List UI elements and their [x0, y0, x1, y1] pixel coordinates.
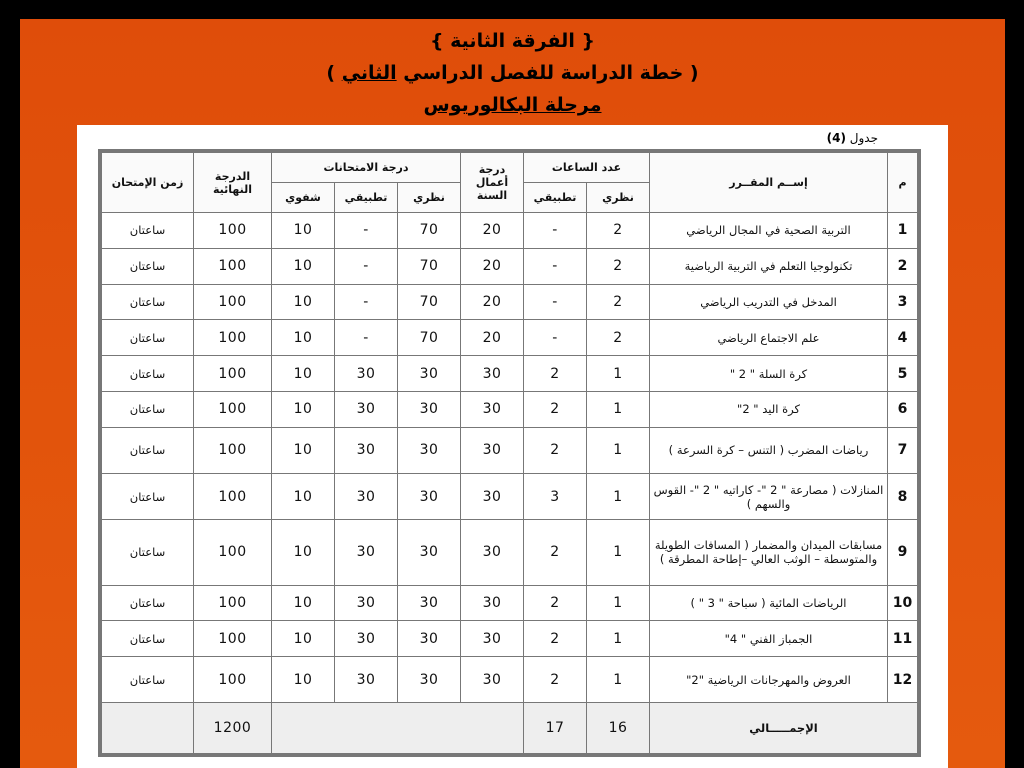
header-course-name: إســم المقــرر — [650, 153, 888, 213]
hours-practical: 3 — [524, 473, 587, 519]
exam-practical: 30 — [335, 621, 398, 657]
exam-oral: 10 — [272, 621, 335, 657]
hours-practical: 2 — [524, 657, 587, 703]
course-name: الرياضات المائية ( سباحة " 3 " ) — [650, 585, 888, 621]
caption-label: جدول — [849, 131, 878, 145]
row-index: 12 — [888, 657, 918, 703]
caption-number: (4) — [826, 131, 846, 145]
exam-time: ساعتان — [102, 320, 194, 356]
total-hours-theory: 16 — [587, 703, 650, 754]
exam-time: ساعتان — [102, 213, 194, 249]
table-row — [102, 621, 918, 657]
exam-theory: 30 — [398, 585, 461, 621]
table-row — [102, 356, 918, 392]
course-name: رياضات المضرب ( التنس – كرة السرعة ) — [650, 427, 888, 473]
coursework-grade: 20 — [461, 284, 524, 320]
table-row — [102, 657, 918, 703]
hours-theory: 1 — [587, 391, 650, 427]
course-name: تكنولوجيا التعلم في التربية الرياضية — [650, 248, 888, 284]
exam-theory: 70 — [398, 248, 461, 284]
final-grade: 100 — [194, 427, 272, 473]
exam-time: ساعتان — [102, 284, 194, 320]
coursework-grade: 30 — [461, 520, 524, 585]
exam-oral: 10 — [272, 520, 335, 585]
final-grade: 100 — [194, 356, 272, 392]
final-grade: 100 — [194, 621, 272, 657]
course-name: كرة السلة " 2 " — [650, 356, 888, 392]
row-index: 4 — [888, 320, 918, 356]
hours-theory: 1 — [587, 356, 650, 392]
exam-time: ساعتان — [102, 657, 194, 703]
final-grade: 100 — [194, 284, 272, 320]
course-name: الجمباز الفني " 4" — [650, 621, 888, 657]
row-index: 5 — [888, 356, 918, 392]
header-exam-oral: شفوي — [272, 183, 335, 213]
coursework-grade: 30 — [461, 621, 524, 657]
row-index: 11 — [888, 621, 918, 657]
title-line-2 — [20, 57, 1005, 89]
row-index: 9 — [888, 520, 918, 585]
hours-theory: 2 — [587, 320, 650, 356]
table-row — [102, 213, 918, 249]
exam-practical: 30 — [335, 473, 398, 519]
course-name: التربية الصحية في المجال الرياضي — [650, 213, 888, 249]
title-line-3: مرحلة البكالوريوس — [423, 94, 602, 116]
exam-practical: - — [335, 248, 398, 284]
exam-oral: 10 — [272, 657, 335, 703]
exam-time: ساعتان — [102, 473, 194, 519]
top-black-bar — [0, 0, 1024, 19]
final-grade: 100 — [194, 320, 272, 356]
exam-time: ساعتان — [102, 621, 194, 657]
final-grade: 100 — [194, 520, 272, 585]
title-line-2-prefix: ( خطة الدراسة للفصل الدراسي — [396, 62, 699, 84]
header-exam-practical: تطبيقي — [335, 183, 398, 213]
row-index: 10 — [888, 585, 918, 621]
title-line-2-underlined: الثاني — [341, 62, 397, 84]
table-row — [102, 248, 918, 284]
table-row — [102, 320, 918, 356]
exam-theory: 70 — [398, 320, 461, 356]
table-row — [102, 391, 918, 427]
course-name: العروض والمهرجانات الرياضية "2" — [650, 657, 888, 703]
header-exam-time: زمن الإمتحان — [102, 153, 194, 213]
exam-time: ساعتان — [102, 356, 194, 392]
exam-oral: 10 — [272, 356, 335, 392]
coursework-grade: 30 — [461, 473, 524, 519]
coursework-grade: 30 — [461, 657, 524, 703]
coursework-grade: 30 — [461, 427, 524, 473]
hours-practical: 2 — [524, 427, 587, 473]
final-grade: 100 — [194, 248, 272, 284]
header-hours-theory: نظري — [587, 183, 650, 213]
hours-practical: - — [524, 320, 587, 356]
study-plan-table — [101, 152, 918, 754]
course-name: المدخل في التدريب الرياضي — [650, 284, 888, 320]
title-line-2-suffix: ) — [326, 62, 342, 84]
table-row — [102, 284, 918, 320]
exam-theory: 70 — [398, 284, 461, 320]
exam-theory: 30 — [398, 356, 461, 392]
study-plan-table-wrapper — [98, 149, 921, 757]
exam-oral: 10 — [272, 213, 335, 249]
course-name: المنازلات ( مصارعة " 2 "- كاراتيه " 2 "- القوس والسهم ) — [650, 473, 888, 519]
hours-theory: 1 — [587, 621, 650, 657]
header-row-1 — [102, 153, 918, 183]
hours-theory: 1 — [587, 427, 650, 473]
exam-practical: 30 — [335, 585, 398, 621]
hours-practical: 2 — [524, 621, 587, 657]
table-body — [102, 213, 918, 754]
coursework-grade: 30 — [461, 585, 524, 621]
final-grade: 100 — [194, 391, 272, 427]
hours-practical: 2 — [524, 391, 587, 427]
row-index: 7 — [888, 427, 918, 473]
header-hours-group: عدد الساعات — [524, 153, 650, 183]
hours-theory: 1 — [587, 520, 650, 585]
hours-theory: 2 — [587, 248, 650, 284]
course-name: مسابقات الميدان والمضمار ( المسافات الطويلة والمتوسطة – الوثب العالي –إطاحة المطرقة ) — [650, 520, 888, 585]
exam-time: ساعتان — [102, 585, 194, 621]
row-index: 6 — [888, 391, 918, 427]
hours-theory: 2 — [587, 213, 650, 249]
exam-oral: 10 — [272, 427, 335, 473]
table-caption — [827, 131, 878, 145]
title-line-1: { الفرقة الثانية } — [430, 30, 595, 52]
exam-theory: 30 — [398, 427, 461, 473]
exam-practical: 30 — [335, 427, 398, 473]
slide — [20, 19, 1005, 768]
exam-oral: 10 — [272, 284, 335, 320]
header-coursework: درجة أعمال السنة — [461, 153, 524, 213]
header-exam-theory: نظري — [398, 183, 461, 213]
total-final-grade: 1200 — [194, 703, 272, 754]
table-row — [102, 520, 918, 585]
exam-theory: 30 — [398, 473, 461, 519]
exam-theory: 30 — [398, 621, 461, 657]
course-name: علم الاجتماع الرياضي — [650, 320, 888, 356]
exam-time: ساعتان — [102, 520, 194, 585]
table-row — [102, 585, 918, 621]
exam-oral: 10 — [272, 320, 335, 356]
row-index: 1 — [888, 213, 918, 249]
header-index: م — [888, 153, 918, 213]
hours-practical: 2 — [524, 520, 587, 585]
hours-theory: 2 — [587, 284, 650, 320]
final-grade: 100 — [194, 585, 272, 621]
exam-oral: 10 — [272, 248, 335, 284]
coursework-grade: 20 — [461, 320, 524, 356]
exam-oral: 10 — [272, 585, 335, 621]
course-name: كرة اليد " 2" — [650, 391, 888, 427]
coursework-grade: 20 — [461, 213, 524, 249]
exam-theory: 70 — [398, 213, 461, 249]
hours-practical: - — [524, 284, 587, 320]
total-row — [102, 703, 918, 754]
exam-practical: 30 — [335, 657, 398, 703]
exam-practical: - — [335, 320, 398, 356]
hours-practical: - — [524, 213, 587, 249]
coursework-grade: 30 — [461, 356, 524, 392]
slide-titles — [20, 25, 1005, 121]
coursework-grade: 30 — [461, 391, 524, 427]
final-grade: 100 — [194, 473, 272, 519]
header-exam-group: درجة الامتحانات — [272, 153, 461, 183]
row-index: 8 — [888, 473, 918, 519]
exam-theory: 30 — [398, 520, 461, 585]
exam-theory: 30 — [398, 391, 461, 427]
table-image — [77, 125, 948, 768]
exam-oral: 10 — [272, 391, 335, 427]
exam-practical: 30 — [335, 391, 398, 427]
header-hours-practical: تطبيقي — [524, 183, 587, 213]
exam-theory: 30 — [398, 657, 461, 703]
table-row — [102, 473, 918, 519]
coursework-grade: 20 — [461, 248, 524, 284]
table-row — [102, 427, 918, 473]
hours-practical: 2 — [524, 585, 587, 621]
hours-practical: - — [524, 248, 587, 284]
final-grade: 100 — [194, 213, 272, 249]
total-label: الإجمـــــالي — [650, 703, 918, 754]
hours-theory: 1 — [587, 657, 650, 703]
row-index: 3 — [888, 284, 918, 320]
header-final-grade: الدرجة النهائية — [194, 153, 272, 213]
final-grade: 100 — [194, 657, 272, 703]
exam-time: ساعتان — [102, 427, 194, 473]
exam-time: ساعتان — [102, 248, 194, 284]
hours-theory: 1 — [587, 473, 650, 519]
exam-oral: 10 — [272, 473, 335, 519]
exam-practical: - — [335, 213, 398, 249]
exam-practical: 30 — [335, 520, 398, 585]
exam-practical: 30 — [335, 356, 398, 392]
total-blank-time — [102, 703, 194, 754]
row-index: 2 — [888, 248, 918, 284]
exam-practical: - — [335, 284, 398, 320]
exam-time: ساعتان — [102, 391, 194, 427]
hours-practical: 2 — [524, 356, 587, 392]
hours-theory: 1 — [587, 585, 650, 621]
total-hours-practical: 17 — [524, 703, 587, 754]
total-blank-grades — [272, 703, 524, 754]
